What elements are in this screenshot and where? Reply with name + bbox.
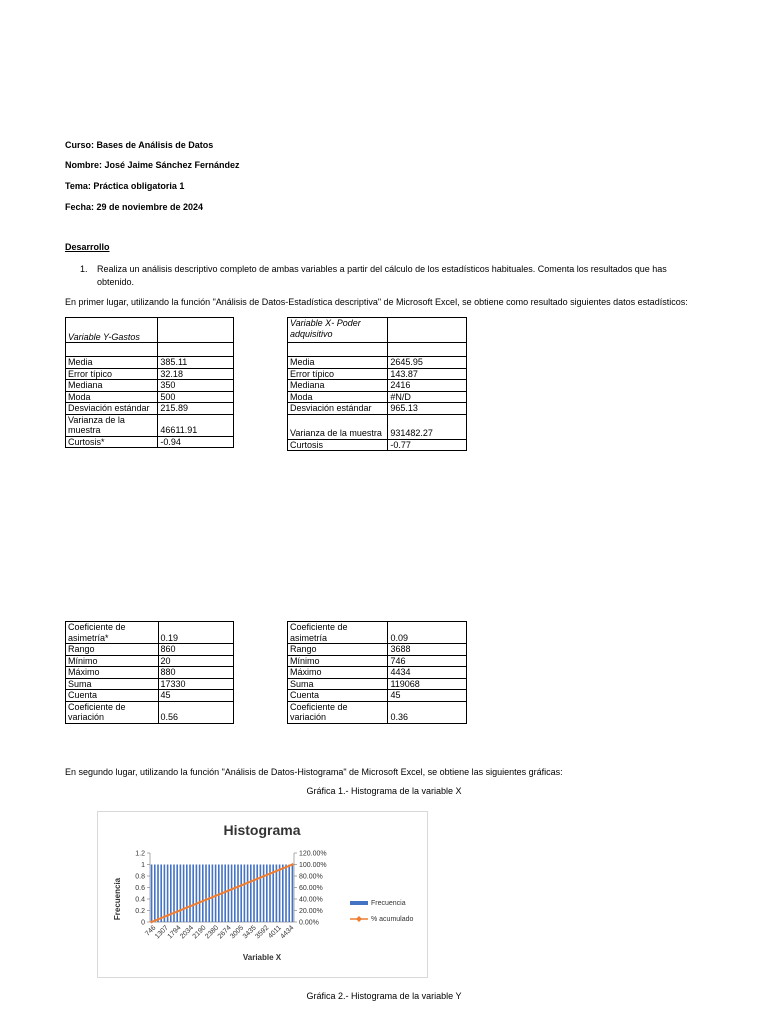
topic-line: Tema: Práctica obligatoria 1 [65,181,185,191]
histogram-bar [192,865,194,923]
y2-tick-label: 20.00% [299,908,323,915]
table-row: Media 2645.95 [288,357,467,369]
y-tick-label: 1 [141,862,145,869]
histogram-bar [189,865,191,923]
y-tick-label: 0.6 [135,885,145,892]
x-tick-label: 1794 [166,924,183,941]
table-row: Rango 860 [66,644,234,656]
histogram-bar [196,865,198,923]
histogram-bar [164,865,166,923]
y-tick-label: 0 [141,919,145,927]
histogram-bar [183,865,185,923]
histogram-bar [160,865,162,923]
date-line: Fecha: 29 de noviembre de 2024 [65,202,204,212]
histogram-bar [266,865,268,923]
table-row: Suma 17330 [66,678,234,690]
table-row: Coeficiente de asimetría* 0.19 [66,622,234,644]
table-y-stats [65,317,234,448]
table-row: Desviación estándar 965.13 [288,403,467,415]
table-row: Curtosis -0.77 [288,439,467,451]
figure-caption-1: Gráfica 1.- Histograma de la variable X [306,786,462,796]
histogram-bar [167,865,169,923]
x-tick-label: 2190 [191,924,208,941]
table-row: Coeficiente de variación 0.36 [288,701,467,723]
y-axis-label: Frecuencia [113,877,122,921]
legend-swatch-frecuencia [350,901,368,905]
x-tick-label: 4434 [279,924,296,941]
intro-paragraph-1: En primer lugar, utilizando la función "Análisis de Datos-Estadística descriptiva" de Microsoft Excel, se obtiene como resultado siguientes datos estadísticos: [65,297,688,307]
y2-tick-label: 100.00% [299,862,327,869]
y2-tick-label: 60.00% [299,885,323,892]
histogram-bar [276,865,278,923]
x-tick-label: 3435 [241,924,258,941]
table-row: Coeficiente de variación 0.56 [66,701,234,723]
figure-caption-2: Gráfica 2.- Histograma de la variable Y [306,991,462,1001]
table-row: Suma 119068 [288,678,467,690]
table-title: Variable Y-Gastos [66,318,158,343]
histogram-bar [151,865,153,923]
table-row: Error típico 143.87 [288,368,467,380]
table-row: Mínimo 746 [288,655,467,667]
question-line-2: obtenido. [97,276,135,287]
histogram-bar [199,865,201,923]
y-tick-label: 0.4 [135,896,145,904]
table-row: Moda #N/D [288,391,467,403]
course-line: Curso: Bases de Análisis de Datos [65,140,214,150]
histogram-bar [215,865,217,923]
histogram-bar [180,865,182,923]
histogram-bar [228,865,230,923]
table-header-row [288,318,467,343]
table-row: Cuenta 45 [66,690,234,702]
intro-paragraph-2: En segundo lugar, utilizando la función "Análisis de Datos-Histograma" de Microsoft Excel, se obtiene las siguientes gráficas: [65,767,563,777]
table-header-row [66,318,234,343]
histogram-bar [157,865,159,923]
y-tick-label: 0.8 [135,873,145,881]
table-row: Error típico 32.18 [66,368,234,380]
y2-tick-label: 0.00% [299,919,319,927]
y2-tick-label: 80.00% [299,873,323,881]
x-axis-label: Variable X [242,953,282,962]
x-tick-label: 746 [144,924,158,938]
table-row: Coeficiente de asimetría 0.09 [288,622,467,644]
histogram-bar [282,865,284,923]
y-tick-label: 0.2 [135,908,145,915]
histogram-bar [234,865,236,923]
table-blank-row [66,343,234,357]
question-line-1: Realiza un análisis descriptivo completo de ambas variables a partir del cálculo de los estadísticos habituales. Comenta los resultados que has [97,264,667,274]
table-row: Media 385.11 [66,357,234,369]
table-row: Cuenta 45 [288,690,467,702]
table-row: Curtosis* -0.94 [66,436,234,448]
legend-label-acumulado: % acumulado [371,916,414,923]
table-row: Desviación estándar 215.89 [66,403,234,415]
table-x-stats-2 [287,621,467,724]
section-title: Desarrollo [65,242,110,252]
histogram-bar [292,865,294,923]
histogram-bar [202,865,204,923]
table-blank-row [288,343,467,357]
question-number: 1. [80,264,88,274]
question-text [97,263,717,288]
legend-marker-acumulado [356,916,362,922]
histogram-bar [208,865,210,923]
histogram-bar [231,865,233,923]
histogram-bar [244,865,246,923]
table-row: Mediana 2416 [288,380,467,392]
y2-tick-label: 120.00% [299,850,327,858]
x-tick-label: 2380 [204,924,221,941]
table-row: Rango 3688 [288,644,467,656]
table-row: Varianza de la muestra 46611.91 [66,414,234,436]
x-tick-label: 3005 [229,924,246,941]
table-row: Mediana 350 [66,380,234,392]
histogram-bar [237,865,239,923]
table-row: Máximo 880 [66,667,234,679]
x-tick-label: 4011 [267,924,283,941]
legend-label-frecuencia: Frecuencia [371,900,406,907]
histogram-bar [205,865,207,923]
histogram-bar [260,865,262,923]
histogram-bar [288,865,290,923]
histogram-bar [250,865,252,923]
table-row: Mínimo 20 [66,655,234,667]
table-x-stats [287,317,467,451]
table-row: Varianza de la muestra 931482.27 [288,414,467,439]
histogram-chart [97,811,428,978]
histogram-bar [263,865,265,923]
histogram-bar [240,865,242,923]
histogram-bar [212,865,214,923]
histogram-svg [98,812,427,977]
x-tick-label: 2674 [216,924,233,941]
y-tick-label: 1.2 [135,850,145,858]
histogram-bar [154,865,156,923]
histogram-bar [285,865,287,923]
table-y-stats-2 [65,621,234,724]
y2-tick-label: 40.00% [299,896,323,904]
x-tick-label: 1307 [153,924,170,941]
histogram-bar [176,865,178,923]
table-row: Moda 500 [66,391,234,403]
histogram-bar [253,865,255,923]
histogram-bar [247,865,249,923]
table-title: Variable X- Poder adquisitivo [288,318,388,343]
chart-title: Histograma [223,822,301,838]
x-tick-label: 2034 [179,924,196,941]
x-tick-label: 3592 [254,924,271,941]
histogram-bar [256,865,258,923]
table-row: Máximo 4434 [288,667,467,679]
histogram-bar [279,865,281,923]
name-line: Nombre: José Jaime Sánchez Fernández [65,160,240,170]
chart-legend [350,900,414,923]
histogram-bar [186,865,188,923]
